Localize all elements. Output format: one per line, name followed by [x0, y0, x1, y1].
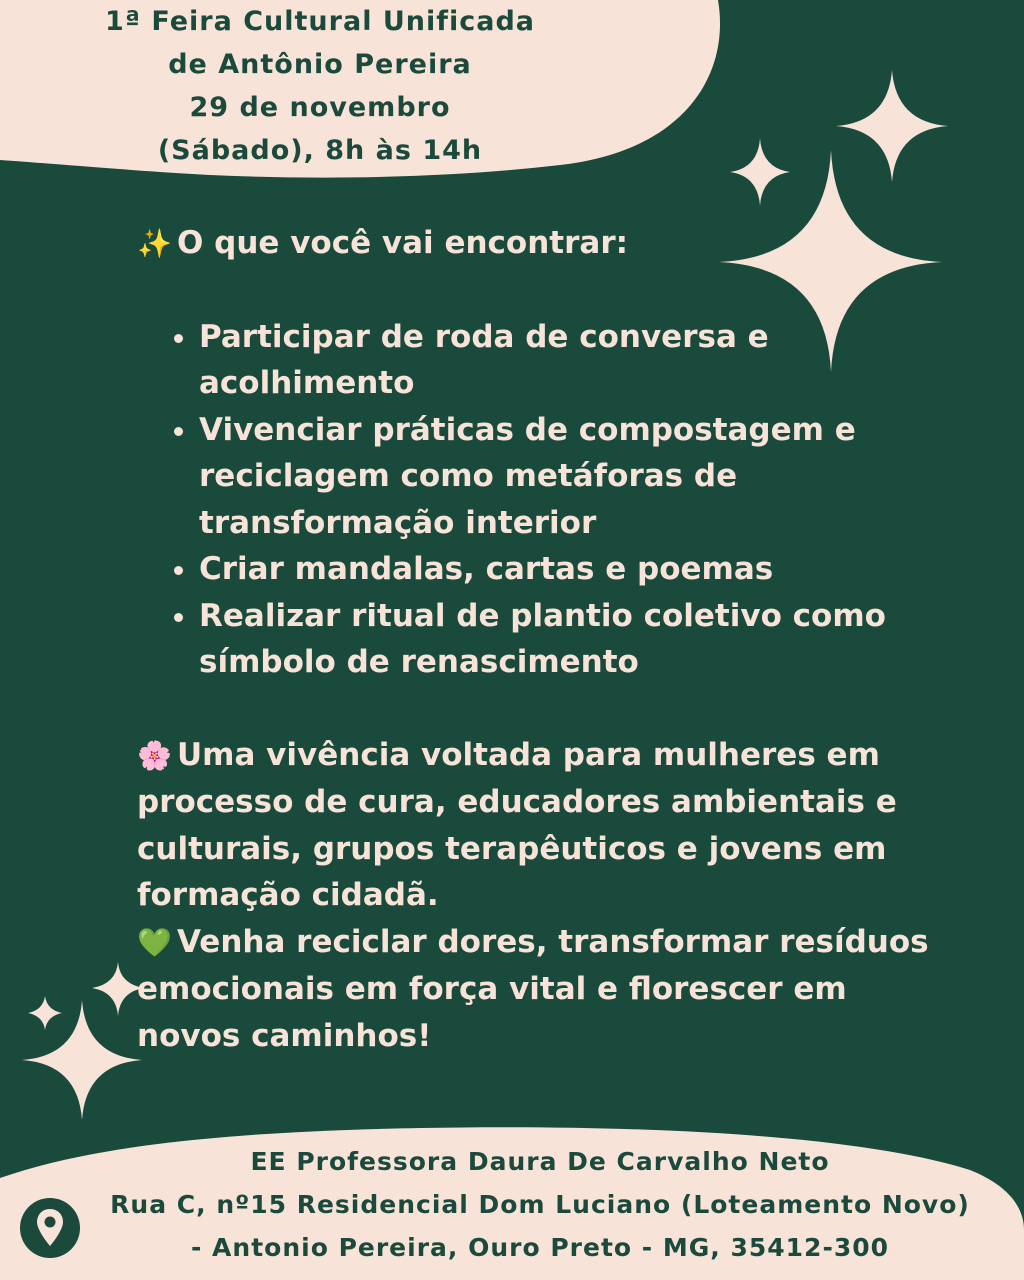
event-title: 1ª Feira Cultural Unificada: [104, 6, 536, 37]
audience-paragraph: [137, 732, 957, 919]
closing-paragraph: [137, 919, 957, 1060]
event-location-name: de Antônio Pereira: [168, 49, 472, 80]
green-heart-icon: 💚: [137, 925, 172, 959]
main-content: [137, 220, 957, 1059]
sparkle-star-icon: [836, 70, 948, 182]
activity-list: [137, 314, 957, 686]
school-name: EE Professora Daura De Carvalho Neto: [250, 1147, 830, 1176]
street-address: Rua C, nº15 Residencial Dom Luciano (Loteamento Novo): [110, 1190, 970, 1219]
closing-text: Venha reciclar dores, transformar resíduos emocionais em força vital e florescer em novos caminhos!: [137, 923, 929, 1054]
cherry-blossom-icon: 🌸: [137, 738, 172, 772]
audience-text: Uma vivência voltada para mulheres em processo de cura, educadores ambientais e culturais, grupos terapêuticos e jovens em formação cidadã.: [137, 736, 897, 913]
city-address: - Antonio Pereira, Ouro Preto - MG, 35412-300: [190, 1233, 890, 1262]
event-date: 29 de novembro: [189, 92, 451, 123]
sparkles-icon: ✨: [137, 227, 172, 260]
event-time: (Sábado), 8h às 14h: [157, 135, 483, 166]
list-item: Vivenciar práticas de compostagem e reciclagem como metáforas de transformação interior: [199, 407, 957, 547]
event-header: [60, 0, 580, 172]
sparkle-star-icon: [28, 996, 62, 1030]
list-item: Criar mandalas, cartas e poemas: [199, 546, 957, 593]
address-footer: [60, 1140, 1020, 1269]
intro-text: O que você vai encontrar:: [177, 225, 629, 261]
list-item: Participar de roda de conversa e acolhimento: [199, 314, 957, 407]
intro-heading: [137, 220, 957, 268]
sparkle-star-icon: [730, 138, 790, 206]
list-item: Realizar ritual de plantio coletivo como símbolo de renascimento: [199, 593, 957, 686]
